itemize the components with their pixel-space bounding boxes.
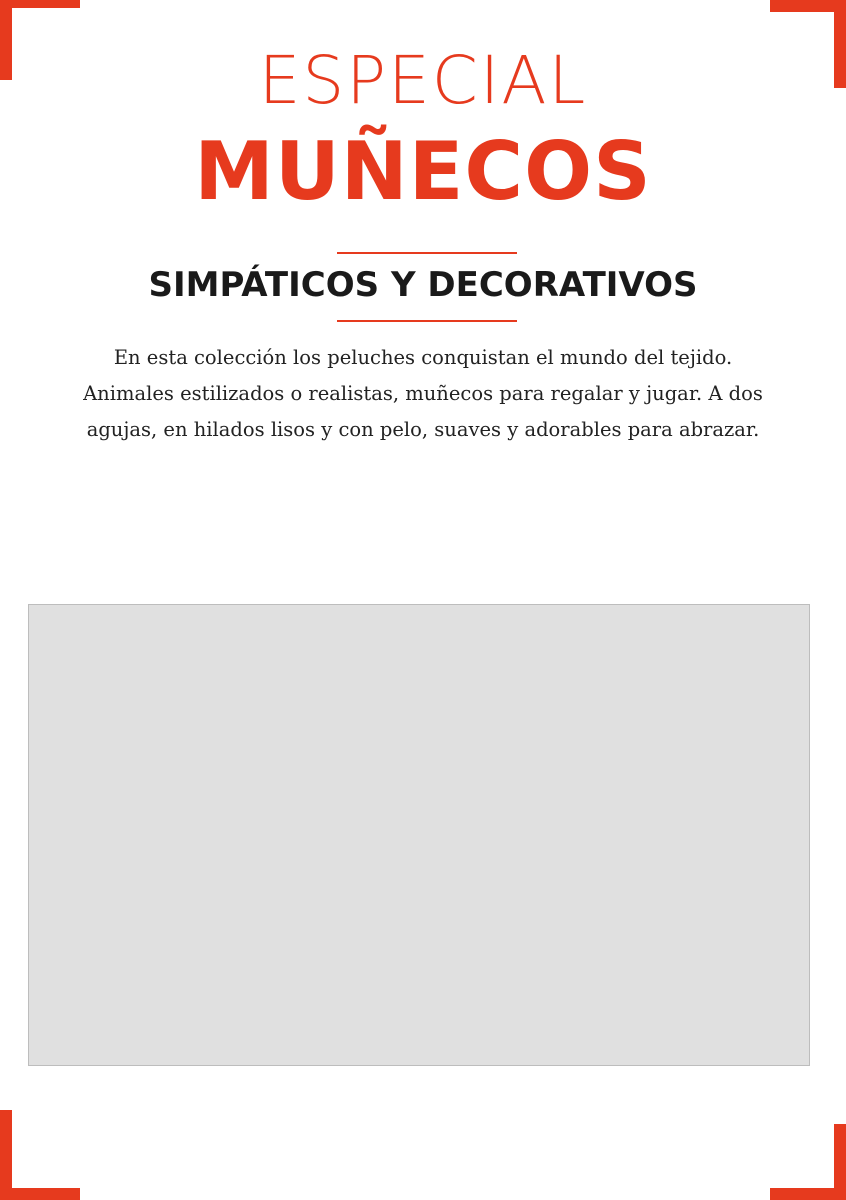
section-kicker: ESPECIAL [258, 42, 588, 119]
subtitle: SIMPÁTICOS Y DECORATIVOS [148, 265, 698, 305]
divider-top [337, 252, 517, 254]
intro-line: agujas, en hilados lisos y con pelo, suaves y adorables para abrazar. [86, 418, 760, 441]
intro-line: Animales estilizados o realistas, muñecos para regalar y jugar. A dos [83, 382, 763, 405]
intro-line: En esta colección los peluches conquistan el mundo del tejido. [113, 346, 733, 369]
page-title: MUÑECOS [194, 125, 652, 218]
divider-bottom [337, 320, 517, 322]
intro-paragraph [30, 340, 816, 448]
photo [28, 604, 810, 1066]
